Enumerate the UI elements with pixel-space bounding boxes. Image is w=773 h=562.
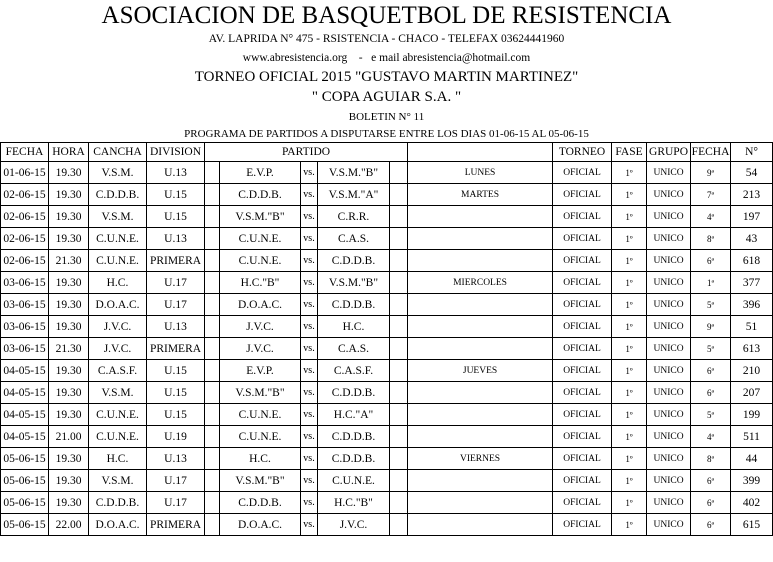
cell-spacer [390, 404, 408, 426]
cell-numero: 402 [731, 492, 773, 514]
cell-fecha-numero: 9ª [691, 162, 731, 184]
cell-fecha-numero: 7ª [691, 184, 731, 206]
cell-grupo: UNICO [647, 272, 691, 294]
cell-day: LUNES [408, 162, 553, 184]
cell-vs: vs. [301, 272, 318, 294]
cell-division: U.17 [147, 272, 205, 294]
cell-cancha: C.D.D.B. [89, 184, 147, 206]
cell-vs: vs. [301, 492, 318, 514]
cell-division: U.15 [147, 360, 205, 382]
cell-fecha-numero: 6ª [691, 360, 731, 382]
cell-visiting-team: V.S.M."B" [318, 272, 390, 294]
cell-day [408, 316, 553, 338]
cell-local-team: V.S.M."B" [220, 206, 301, 228]
web-email-line: www.abresistencia.org - e mail abresistencia@hotmail.com [242, 52, 531, 64]
cell-fecha: 02-06-15 [1, 184, 49, 206]
table-row [1, 492, 773, 514]
cell-local-team: V.S.M."B" [220, 382, 301, 404]
cell-vs: vs. [301, 514, 318, 536]
cell-hora: 19.30 [49, 404, 89, 426]
cell-cancha: H.C. [89, 272, 147, 294]
col-division: DIVISION [147, 143, 205, 162]
cell-fecha-numero: 6ª [691, 250, 731, 272]
cell-hora: 19.30 [49, 470, 89, 492]
cell-visiting-team: C.D.D.B. [318, 382, 390, 404]
cell-vs: vs. [301, 426, 318, 448]
cell-spacer [205, 514, 220, 536]
cell-grupo: UNICO [647, 404, 691, 426]
cell-fase: 1º [612, 404, 647, 426]
cell-hora: 19.30 [49, 184, 89, 206]
table-row [1, 470, 773, 492]
cell-visiting-team: H.C."B" [318, 492, 390, 514]
cell-division: U.19 [147, 426, 205, 448]
cell-day: VIERNES [408, 448, 553, 470]
table-header-row [1, 143, 773, 162]
table-row [1, 184, 773, 206]
cell-spacer [390, 206, 408, 228]
table-row [1, 206, 773, 228]
col-hora: HORA [49, 143, 89, 162]
cell-fecha: 05-06-15 [1, 470, 49, 492]
cell-local-team: V.S.M."B" [220, 470, 301, 492]
cell-spacer [390, 162, 408, 184]
tournament-title: TORNEO OFICIAL 2015 "GUSTAVO MARTIN MARTINEZ" [194, 69, 579, 85]
cell-day [408, 426, 553, 448]
cell-torneo: OFICIAL [553, 382, 612, 404]
cell-day [408, 338, 553, 360]
cell-fecha: 05-06-15 [1, 514, 49, 536]
cell-hora: 19.30 [49, 382, 89, 404]
cell-day [408, 294, 553, 316]
cell-grupo: UNICO [647, 426, 691, 448]
cell-local-team: E.V.P. [220, 162, 301, 184]
cell-fecha-numero: 8ª [691, 228, 731, 250]
col-torneo: TORNEO [553, 143, 612, 162]
cell-visiting-team: C.A.S. [318, 228, 390, 250]
cell-division: U.13 [147, 162, 205, 184]
cell-cancha: H.C. [89, 448, 147, 470]
cell-numero: 210 [731, 360, 773, 382]
cell-fase: 1º [612, 162, 647, 184]
cell-fecha: 04-05-15 [1, 382, 49, 404]
cell-vs: vs. [301, 184, 318, 206]
cell-division: U.13 [147, 316, 205, 338]
cell-day [408, 470, 553, 492]
cell-vs: vs. [301, 338, 318, 360]
cell-fecha-numero: 8ª [691, 448, 731, 470]
cell-division: U.15 [147, 382, 205, 404]
cell-grupo: UNICO [647, 228, 691, 250]
cell-spacer [205, 492, 220, 514]
col-fecha: FECHA [1, 143, 49, 162]
col-dia [408, 143, 553, 162]
cell-vs: vs. [301, 360, 318, 382]
cell-hora: 19.30 [49, 162, 89, 184]
cell-fase: 1º [612, 360, 647, 382]
cell-numero: 511 [731, 426, 773, 448]
cell-spacer [205, 382, 220, 404]
cell-torneo: OFICIAL [553, 316, 612, 338]
cell-fecha-numero: 5ª [691, 294, 731, 316]
cell-day: MARTES [408, 184, 553, 206]
cell-grupo: UNICO [647, 184, 691, 206]
address-line: AV. LAPRIDA N° 475 - RSISTENCIA - CHACO - TELEFAX 03624441960 [208, 33, 565, 45]
cell-cancha: C.A.S.F. [89, 360, 147, 382]
cell-numero: 213 [731, 184, 773, 206]
table-row [1, 316, 773, 338]
cell-numero: 396 [731, 294, 773, 316]
cell-fecha-numero: 4ª [691, 206, 731, 228]
cell-hora: 19.30 [49, 206, 89, 228]
cell-local-team: C.U.N.E. [220, 228, 301, 250]
cell-visiting-team: V.S.M."A" [318, 184, 390, 206]
cell-visiting-team: C.D.D.B. [318, 426, 390, 448]
cell-grupo: UNICO [647, 162, 691, 184]
cell-grupo: UNICO [647, 250, 691, 272]
cell-fecha: 04-05-15 [1, 426, 49, 448]
cell-local-team: C.D.D.B. [220, 184, 301, 206]
cell-local-team: H.C. [220, 448, 301, 470]
cell-fecha-numero: 5ª [691, 338, 731, 360]
cell-vs: vs. [301, 448, 318, 470]
cell-cancha: C.U.N.E. [89, 426, 147, 448]
cell-visiting-team: C.D.D.B. [318, 294, 390, 316]
cell-hora: 21.30 [49, 338, 89, 360]
cell-spacer [390, 228, 408, 250]
cell-cancha: J.V.C. [89, 338, 147, 360]
cell-torneo: OFICIAL [553, 272, 612, 294]
cell-spacer [205, 470, 220, 492]
cell-numero: 51 [731, 316, 773, 338]
cell-spacer [390, 514, 408, 536]
cell-hora: 19.30 [49, 294, 89, 316]
cell-hora: 19.30 [49, 272, 89, 294]
cell-fecha: 05-06-15 [1, 448, 49, 470]
cell-spacer [390, 360, 408, 382]
cell-visiting-team: C.U.N.E. [318, 470, 390, 492]
cell-fecha: 02-06-15 [1, 250, 49, 272]
cell-fase: 1º [612, 206, 647, 228]
cell-numero: 43 [731, 228, 773, 250]
cell-division: U.15 [147, 404, 205, 426]
cell-cancha: J.V.C. [89, 316, 147, 338]
cell-grupo: UNICO [647, 294, 691, 316]
cell-local-team: C.D.D.B. [220, 492, 301, 514]
table-row [1, 382, 773, 404]
cell-spacer [205, 404, 220, 426]
table-row [1, 426, 773, 448]
cell-division: PRIMERA [147, 338, 205, 360]
cell-hora: 21.00 [49, 426, 89, 448]
cell-spacer [390, 470, 408, 492]
cell-division: U.15 [147, 184, 205, 206]
cell-numero: 44 [731, 448, 773, 470]
cell-cancha: C.U.N.E. [89, 404, 147, 426]
cell-spacer [390, 184, 408, 206]
cell-hora: 21.30 [49, 250, 89, 272]
cell-torneo: OFICIAL [553, 514, 612, 536]
cell-vs: vs. [301, 470, 318, 492]
cell-numero: 618 [731, 250, 773, 272]
cell-spacer [205, 338, 220, 360]
cell-fecha-numero: 5ª [691, 404, 731, 426]
cell-division: U.13 [147, 228, 205, 250]
cell-local-team: J.V.C. [220, 316, 301, 338]
cell-local-team: C.U.N.E. [220, 250, 301, 272]
cell-torneo: OFICIAL [553, 360, 612, 382]
cell-spacer [390, 294, 408, 316]
cell-fecha: 05-06-15 [1, 492, 49, 514]
cell-visiting-team: C.D.D.B. [318, 448, 390, 470]
cell-fase: 1º [612, 514, 647, 536]
col-numero: N° [731, 143, 773, 162]
program-description: PROGRAMA DE PARTIDOS A DISPUTARSE ENTRE LOS DIAS 01-06-15 AL 05-06-15 [184, 128, 589, 140]
cell-fase: 1º [612, 448, 647, 470]
cell-day [408, 206, 553, 228]
cell-grupo: UNICO [647, 338, 691, 360]
cell-grupo: UNICO [647, 382, 691, 404]
cell-visiting-team: C.D.D.B. [318, 250, 390, 272]
cell-torneo: OFICIAL [553, 448, 612, 470]
cell-vs: vs. [301, 206, 318, 228]
cell-spacer [205, 184, 220, 206]
cell-fecha: 03-06-15 [1, 294, 49, 316]
cell-division: PRIMERA [147, 514, 205, 536]
cell-fecha: 03-06-15 [1, 272, 49, 294]
cell-vs: vs. [301, 162, 318, 184]
cell-torneo: OFICIAL [553, 250, 612, 272]
cell-fecha: 02-06-15 [1, 228, 49, 250]
cell-vs: vs. [301, 228, 318, 250]
cell-grupo: UNICO [647, 514, 691, 536]
cell-fase: 1º [612, 338, 647, 360]
cell-day [408, 514, 553, 536]
table-row [1, 272, 773, 294]
cell-grupo: UNICO [647, 316, 691, 338]
cell-fase: 1º [612, 250, 647, 272]
cell-spacer [205, 272, 220, 294]
bulletin-number: BOLETIN N° 11 [348, 111, 425, 123]
cell-fase: 1º [612, 492, 647, 514]
cell-fecha: 02-06-15 [1, 206, 49, 228]
cell-fase: 1º [612, 426, 647, 448]
cell-fecha: 03-06-15 [1, 316, 49, 338]
cell-grupo: UNICO [647, 206, 691, 228]
cell-division: PRIMERA [147, 250, 205, 272]
cell-fase: 1º [612, 382, 647, 404]
cell-spacer [390, 316, 408, 338]
cell-spacer [205, 316, 220, 338]
table-row [1, 404, 773, 426]
cell-grupo: UNICO [647, 360, 691, 382]
cell-fecha-numero: 1ª [691, 272, 731, 294]
cell-numero: 197 [731, 206, 773, 228]
cell-visiting-team: C.A.S.F. [318, 360, 390, 382]
cell-fecha-numero: 6ª [691, 470, 731, 492]
cell-torneo: OFICIAL [553, 404, 612, 426]
cell-division: U.15 [147, 206, 205, 228]
cell-fecha-numero: 6ª [691, 382, 731, 404]
cell-fecha-numero: 6ª [691, 514, 731, 536]
cell-division: U.17 [147, 294, 205, 316]
cell-spacer [205, 448, 220, 470]
cell-local-team: E.V.P. [220, 360, 301, 382]
table-row [1, 514, 773, 536]
cell-visiting-team: H.C. [318, 316, 390, 338]
cup-title: " COPA AGUIAR S.A. " [311, 89, 462, 105]
cell-local-team: C.U.N.E. [220, 404, 301, 426]
table-row [1, 162, 773, 184]
cell-hora: 19.30 [49, 316, 89, 338]
cell-torneo: OFICIAL [553, 162, 612, 184]
cell-hora: 19.30 [49, 360, 89, 382]
cell-day: JUEVES [408, 360, 553, 382]
cell-grupo: UNICO [647, 448, 691, 470]
cell-spacer [390, 448, 408, 470]
cell-cancha: C.U.N.E. [89, 250, 147, 272]
cell-spacer [390, 272, 408, 294]
cell-torneo: OFICIAL [553, 492, 612, 514]
col-grupo: GRUPO [647, 143, 691, 162]
cell-cancha: V.S.M. [89, 382, 147, 404]
cell-fecha: 03-06-15 [1, 338, 49, 360]
cell-spacer [205, 162, 220, 184]
cell-cancha: C.D.D.B. [89, 492, 147, 514]
cell-fase: 1º [612, 228, 647, 250]
cell-day [408, 492, 553, 514]
table-row [1, 294, 773, 316]
cell-spacer [390, 426, 408, 448]
cell-vs: vs. [301, 250, 318, 272]
table-row [1, 228, 773, 250]
cell-torneo: OFICIAL [553, 426, 612, 448]
cell-local-team: J.V.C. [220, 338, 301, 360]
cell-fase: 1º [612, 470, 647, 492]
cell-cancha: D.O.A.C. [89, 294, 147, 316]
cell-fecha-numero: 4ª [691, 426, 731, 448]
cell-torneo: OFICIAL [553, 228, 612, 250]
cell-spacer [205, 294, 220, 316]
cell-day [408, 404, 553, 426]
cell-hora: 19.30 [49, 228, 89, 250]
cell-division: U.17 [147, 492, 205, 514]
cell-day [408, 382, 553, 404]
col-fase: FASE [612, 143, 647, 162]
cell-fecha-numero: 9ª [691, 316, 731, 338]
cell-numero: 613 [731, 338, 773, 360]
cell-hora: 19.30 [49, 492, 89, 514]
cell-fase: 1º [612, 272, 647, 294]
cell-spacer [205, 360, 220, 382]
cell-visiting-team: V.S.M."B" [318, 162, 390, 184]
cell-cancha: C.U.N.E. [89, 228, 147, 250]
cell-spacer [205, 426, 220, 448]
cell-torneo: OFICIAL [553, 184, 612, 206]
document-header [0, 0, 773, 142]
cell-local-team: D.O.A.C. [220, 294, 301, 316]
cell-spacer [390, 382, 408, 404]
table-row [1, 448, 773, 470]
cell-spacer [205, 206, 220, 228]
col-cancha: CANCHA [89, 143, 147, 162]
cell-numero: 399 [731, 470, 773, 492]
cell-grupo: UNICO [647, 470, 691, 492]
schedule-table [0, 142, 773, 536]
cell-fecha: 04-05-15 [1, 404, 49, 426]
cell-numero: 54 [731, 162, 773, 184]
cell-day [408, 228, 553, 250]
table-row [1, 250, 773, 272]
cell-day [408, 250, 553, 272]
cell-hora: 19.30 [49, 448, 89, 470]
cell-torneo: OFICIAL [553, 294, 612, 316]
cell-cancha: V.S.M. [89, 206, 147, 228]
cell-vs: vs. [301, 316, 318, 338]
cell-local-team: H.C."B" [220, 272, 301, 294]
cell-fecha: 04-05-15 [1, 360, 49, 382]
cell-vs: vs. [301, 294, 318, 316]
cell-division: U.17 [147, 470, 205, 492]
cell-visiting-team: C.R.R. [318, 206, 390, 228]
cell-numero: 207 [731, 382, 773, 404]
cell-spacer [390, 338, 408, 360]
cell-torneo: OFICIAL [553, 470, 612, 492]
cell-grupo: UNICO [647, 492, 691, 514]
cell-spacer [390, 492, 408, 514]
cell-fecha: 01-06-15 [1, 162, 49, 184]
cell-spacer [390, 250, 408, 272]
association-title: ASOCIACION DE BASQUETBOL DE RESISTENCIA [101, 2, 672, 29]
cell-numero: 377 [731, 272, 773, 294]
cell-division: U.13 [147, 448, 205, 470]
table-row [1, 338, 773, 360]
cell-visiting-team: C.A.S. [318, 338, 390, 360]
cell-vs: vs. [301, 404, 318, 426]
col-fecha-numero: FECHA [691, 143, 731, 162]
table-row [1, 360, 773, 382]
cell-fecha-numero: 6ª [691, 492, 731, 514]
cell-numero: 615 [731, 514, 773, 536]
cell-cancha: V.S.M. [89, 162, 147, 184]
cell-torneo: OFICIAL [553, 338, 612, 360]
cell-fase: 1º [612, 294, 647, 316]
cell-local-team: C.U.N.E. [220, 426, 301, 448]
cell-day: MIERCOLES [408, 272, 553, 294]
cell-visiting-team: H.C."A" [318, 404, 390, 426]
cell-cancha: D.O.A.C. [89, 514, 147, 536]
cell-torneo: OFICIAL [553, 206, 612, 228]
cell-visiting-team: J.V.C. [318, 514, 390, 536]
col-partido: PARTIDO [205, 143, 408, 162]
cell-local-team: D.O.A.C. [220, 514, 301, 536]
cell-numero: 199 [731, 404, 773, 426]
table-body [1, 162, 773, 536]
cell-hora: 22.00 [49, 514, 89, 536]
cell-cancha: V.S.M. [89, 470, 147, 492]
cell-spacer [205, 250, 220, 272]
cell-vs: vs. [301, 382, 318, 404]
cell-spacer [205, 228, 220, 250]
cell-fase: 1º [612, 316, 647, 338]
cell-fase: 1º [612, 184, 647, 206]
